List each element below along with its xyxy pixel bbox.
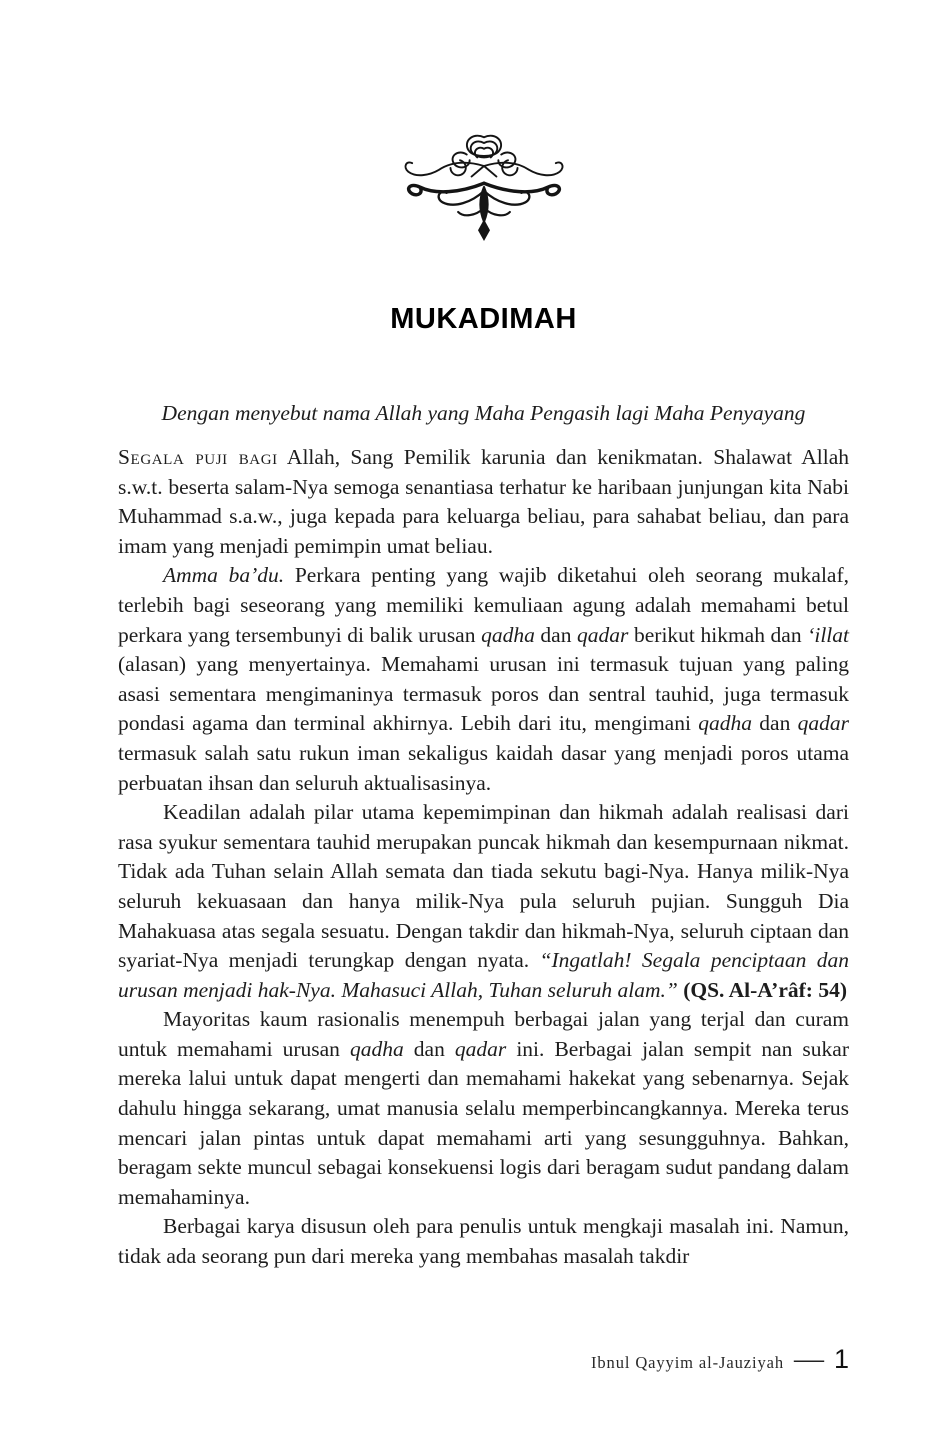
calligraphic-flourish-icon [393,234,575,251]
footer-page-number: 1 [833,1344,849,1374]
text-segment: dan [403,1036,455,1061]
text-segment: qadha [698,711,752,736]
text-segment: qadar [454,1036,507,1061]
text-segment: (alasan) yang menyertainya. Memahami urusan ini termasuk tujuan yang paling asasi sementara mengimaninya termasuk poros dan sentral tauhid, juga termasuk pondasi agama dan terminal akhirnya. Lebih dari itu, mengimani [118,652,849,736]
body-text [118,443,849,1272]
footer-dash: — [793,1342,824,1375]
paragraph [118,798,849,1005]
text-segment: Amma ba’du. [163,563,285,588]
text-segment: (QS. Al-A’râf: 54) [683,977,847,1002]
text-segment: termasuk salah satu rukun iman sekaligus kaidah dasar yang menjadi poros utama perbuatan ihsan dan seluruh aktualisasinya. [118,740,849,795]
text-segment: “Ingatlah! Segala penciptaan dan urusan menjadi hak-Nya. Mahasuci Allah, Tuhan seluruh alam.” [118,948,849,1002]
paragraph [118,561,849,798]
text-segment: Segala puji bagi [118,445,278,469]
paragraph [118,443,849,561]
text-segment: berikut hikmah dan [628,622,808,647]
text-segment: dan [534,622,578,647]
page-title: MUKADIMAH [390,303,577,335]
text-segment: Berbagai karya disusun oleh para penulis untuk mengkaji masalah ini. Namun, tidak ada seorang pun dari mereka yang membahas masalah takdir [118,1214,849,1269]
text-segment: qadar [797,711,849,736]
paragraph [118,1005,849,1212]
text-segment: dan [752,711,798,736]
text-segment: Keadilan adalah pilar utama kepemimpinan dan hikmah adalah realisasi dari rasa syukur sementara tauhid merupakan puncak hikmah dan kesempurnaan nikmat. Tidak ada Tuhan selain Allah semata dan tiada sekutu bagi-Nya. Hanya milik-Nya seluruh kekuasaan dan hanya milik-Nya pula seluruh pujian. Sungguh Dia Mahakuasa atas segala sesuatu. Dengan takdir dan hikmah-Nya, seluruh ciptaan dan syariat-Nya menjadi terungkap dengan nyata. [118,800,849,973]
text-segment: qadha [349,1036,404,1061]
text-segment: Perkara penting yang wajib diketahui oleh seorang mukalaf, terlebih bagi seseorang yang memiliki kemuliaan agung adalah memahami betul perkara yang tersembunyi di balik urusan [118,563,849,647]
ornament-flourish [118,131,849,252]
text-segment: qadha [481,622,535,647]
text-segment: ‘illat [807,622,849,647]
text-segment: qadar [577,622,629,647]
text-segment: ini. Berbagai jalan sempit nan sukar mereka lalui untuk dapat mengerti dan memahami hakekat yang sebenarnya. Sejak dahulu hingga sekarang, umat manusia selalu memperbincangkannya. Mereka terus mencari jalan pintas untuk dapat memahami arti yang sesungguhnya. Bahkan, beragam sekte muncul sebagai konsekuensi logis dari beragam sudut pandang dalam memahaminya. [118,1036,849,1209]
text-segment: Mayoritas kaum rasionalis menempuh berbagai jalan yang terjal dan curam untuk memahami urusan [118,1007,849,1061]
page-footer [118,1344,849,1375]
paragraph [118,1212,849,1271]
text-segment: Allah, Sang Pemilik karunia dan kenikmatan. Shalawat Allah s.w.t. beserta salam-Nya semoga senantiasa terhatur ke haribaan junjungan kita Nabi Muhammad s.a.w., juga kepada para keluarga beliau, para sahabat beliau, dan para imam yang menjadi pemimpin umat beliau. [118,445,849,558]
footer-author: Ibnul Qayyim al-Jauziyah [591,1353,784,1372]
bismillah-line: Dengan menyebut nama Allah yang Maha Pengasih lagi Maha Penyayang [161,401,806,425]
